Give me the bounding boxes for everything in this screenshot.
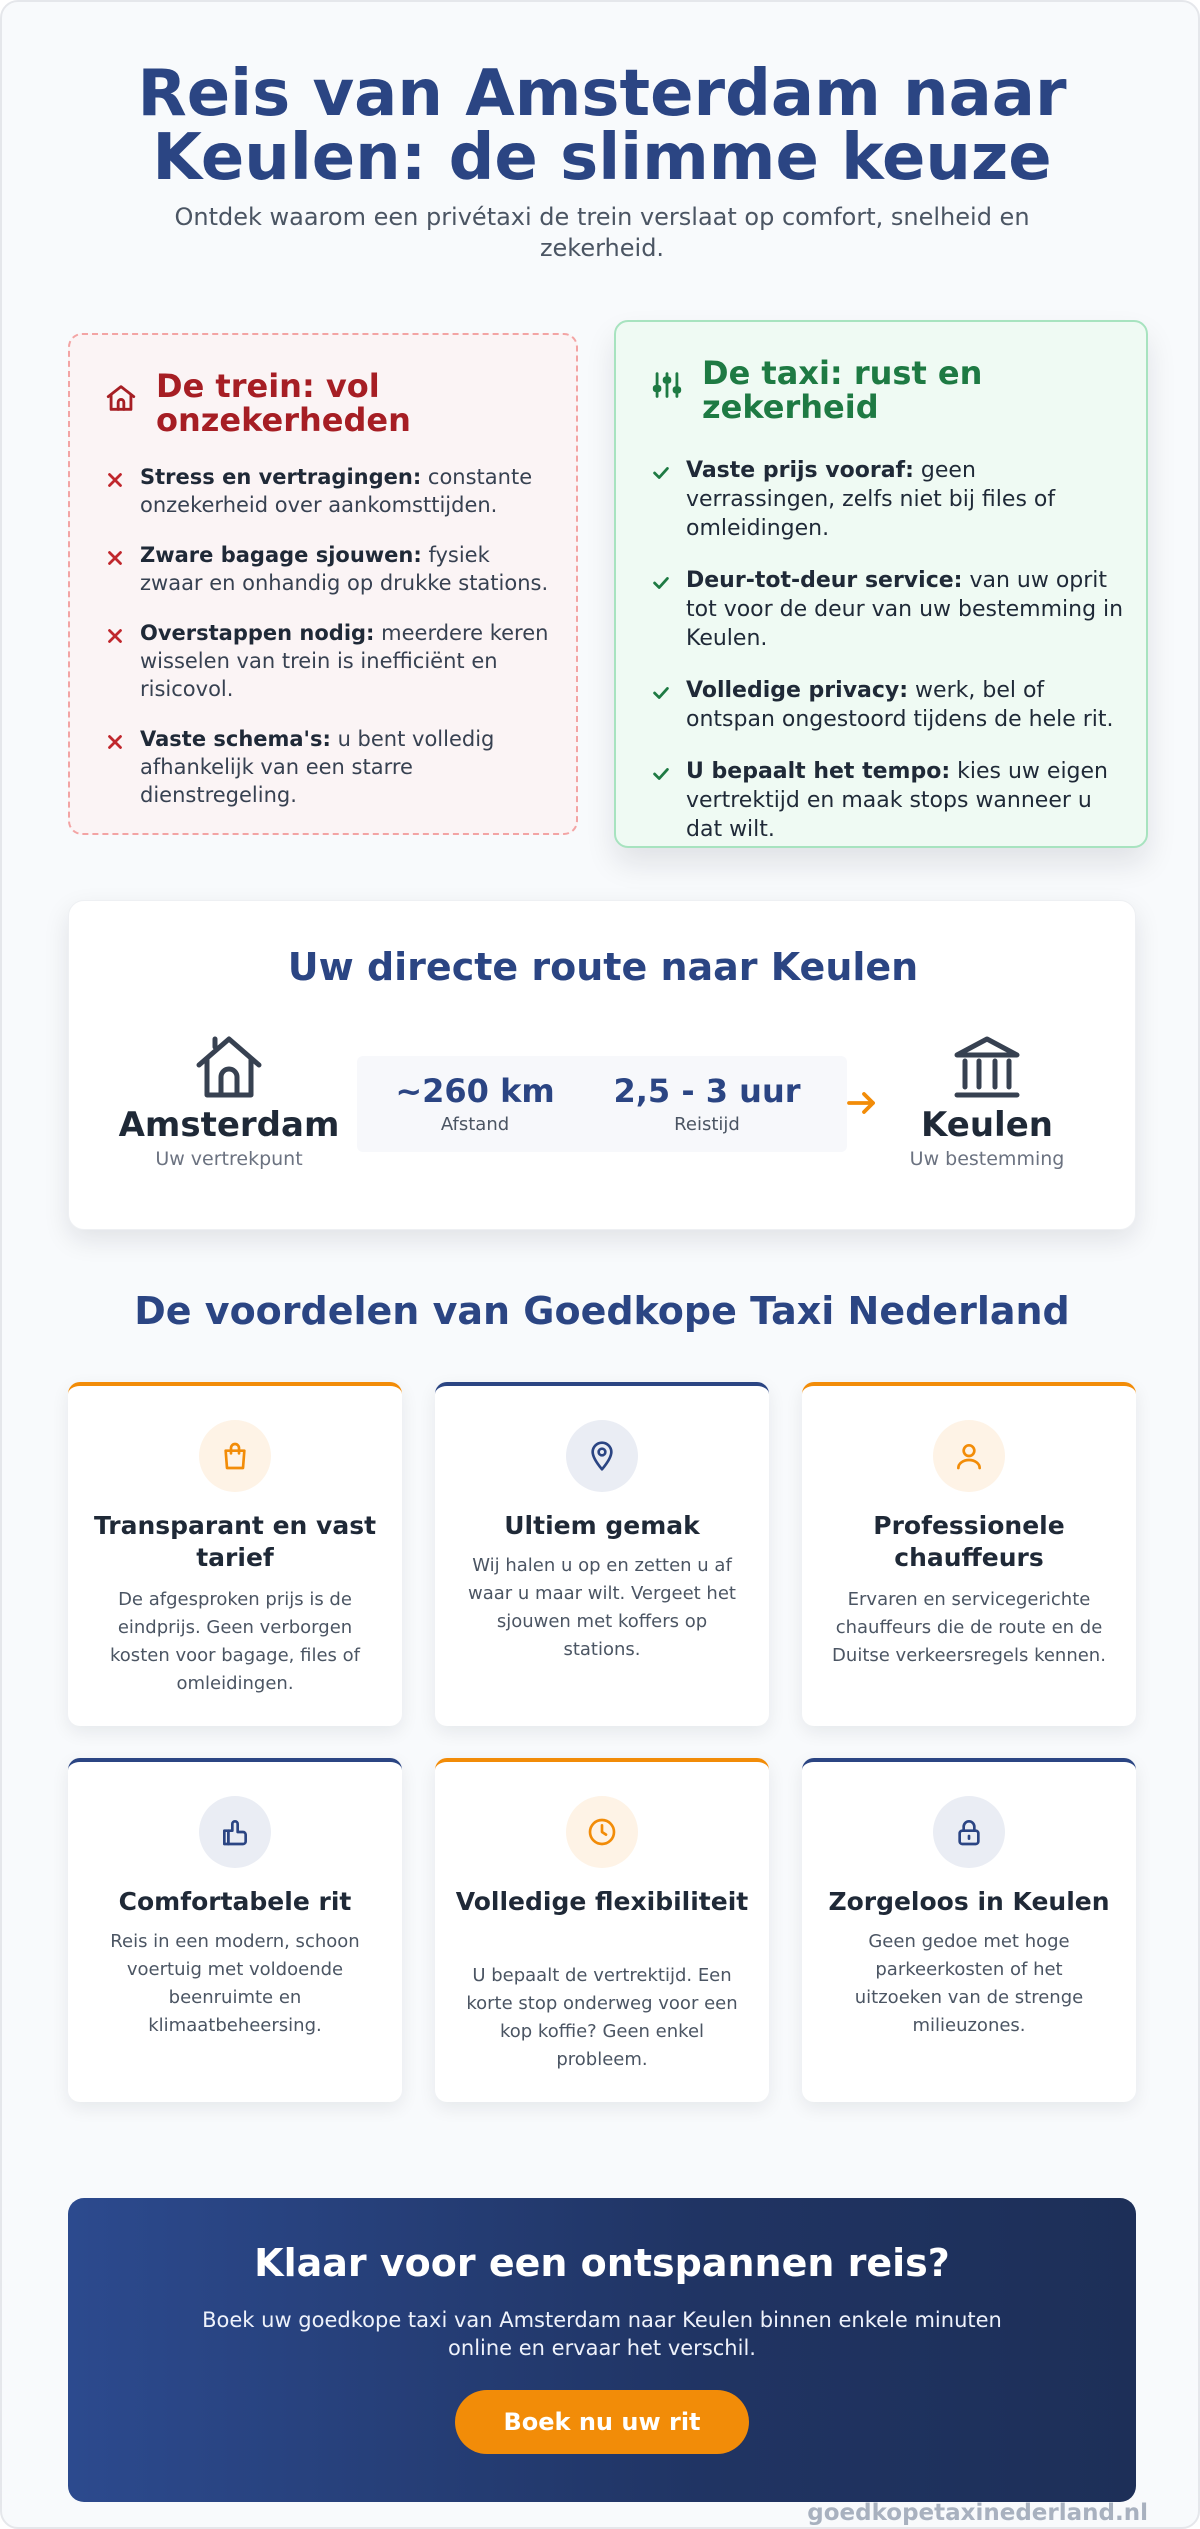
check-icon: [650, 572, 672, 594]
list-item: [650, 456, 1130, 543]
item-text: van uw oprit tot voor de deur van uw bestemming in Keulen.: [686, 568, 1124, 651]
benefit-card: [68, 1758, 402, 2102]
home-icon: [104, 381, 138, 415]
route-card: [68, 900, 1136, 1230]
destination-caption: Uw bestemming: [909, 1148, 1065, 1170]
benefit-card: [435, 1758, 769, 2102]
list-item: [104, 541, 554, 597]
item-heading: Zware bagage sjouwen:: [140, 543, 422, 567]
map-pin-icon: [586, 1440, 618, 1472]
card-title: Zorgeloos in Keulen: [828, 1887, 1110, 1916]
item-text: meerdere keren wisselen van trein is inefficiënt en risicovol.: [140, 621, 549, 701]
destination-city: Keulen: [921, 1105, 1053, 1145]
item-text: werk, bel of ontspan ongestoord tijdens de hele rit.: [686, 678, 1114, 732]
distance-stat: [365, 1072, 585, 1136]
taxi-card-header: [650, 356, 1110, 424]
train-drawbacks-list: [104, 463, 554, 831]
card-icon-badge: [933, 1420, 1005, 1492]
page-subtitle: Ontdek waarom een privétaxi de trein verslaat op comfort, snelheid en zekerheid.: [174, 203, 1030, 262]
list-item: [650, 676, 1130, 734]
book-ride-button[interactable]: Boek nu uw rit: [455, 2390, 749, 2454]
card-text: U bepaalt de vertrektijd. Een korte stop onderweg voor een kop koffie? Geen enkel probleem.: [466, 1965, 738, 2070]
card-icon-badge: [566, 1420, 638, 1492]
travel-time-label: Reistijd: [674, 1114, 740, 1135]
train-comparison-card: [68, 333, 578, 835]
check-icon: [650, 682, 672, 704]
item-text: kies uw eigen vertrektijd en maak stops wanneer u dat wilt.: [686, 759, 1108, 842]
cta-banner: [68, 2198, 1136, 2502]
page-title: Reis van Amsterdam naar Keulen: de slimme keuze: [137, 57, 1067, 195]
benefits-title: De voordelen van Goedkope Taxi Nederland: [134, 1289, 1070, 1333]
card-text: Geen gedoe met hoge parkeerkosten of het uitzoeken van de strenge milieuzones.: [854, 1931, 1084, 2036]
card-title: Transparant en vast tarief: [93, 1511, 377, 1572]
card-text: Wij halen u op en zetten u af waar u maar wilt. Vergeet het sjouwen met koffers op stations.: [468, 1555, 736, 1660]
benefit-card: [802, 1758, 1136, 2102]
card-icon-badge: [933, 1796, 1005, 1868]
card-text: Reis in een modern, schoon voertuig met voldoende beenruimte en klimaatbeheersing.: [110, 1931, 360, 2036]
taxi-comparison-card: [614, 320, 1148, 848]
item-heading: Vaste prijs vooraf:: [686, 458, 914, 483]
list-item: [104, 619, 554, 703]
item-text: fysiek zwaar en onhandig op drukke stations.: [140, 543, 549, 595]
footer-brand-link[interactable]: goedkopetaxinederland.nl: [807, 2500, 1148, 2526]
route-origin: [109, 1033, 349, 1171]
card-text: Ervaren en servicegerichte chauffeurs die de route en de Duitse verkeersregels kennen.: [832, 1589, 1106, 1666]
lock-icon: [953, 1816, 985, 1848]
clock-icon: [586, 1816, 618, 1848]
travel-time-stat: [597, 1072, 817, 1136]
item-heading: Stress en vertragingen:: [140, 465, 422, 489]
list-item: [104, 463, 554, 519]
user-icon: [953, 1440, 985, 1472]
route-destination: [877, 1033, 1097, 1171]
taxi-benefits-list: [650, 456, 1130, 867]
check-icon: [650, 763, 672, 785]
benefit-card: [802, 1382, 1136, 1726]
landmark-icon: [951, 1033, 1023, 1101]
card-text: De afgesproken prijs is de eindprijs. Geen verborgen kosten voor bagage, files of omleidingen.: [110, 1589, 360, 1694]
house-icon: [193, 1033, 265, 1101]
item-heading: Volledige privacy:: [686, 678, 909, 703]
route-title: Uw directe route naar Keulen: [287, 945, 919, 989]
card-title: Professionele chauffeurs: [873, 1511, 1065, 1572]
origin-city: Amsterdam: [118, 1105, 340, 1145]
item-heading: Overstappen nodig:: [140, 621, 375, 645]
item-heading: U bepaalt het tempo:: [686, 759, 951, 784]
check-icon: [650, 462, 672, 484]
item-text: geen verrassingen, zelfs niet bij files of omleidingen.: [686, 458, 1056, 541]
distance-label: Afstand: [440, 1114, 510, 1135]
card-title: Ultiem gemak: [504, 1511, 700, 1540]
item-text: u bent volledig afhankelijk van een starre dienstregeling.: [140, 727, 495, 807]
card-icon-badge: [199, 1796, 271, 1868]
taxi-card-title: De taxi: rust en zekerheid: [702, 354, 983, 426]
sliders-icon: [650, 368, 684, 402]
card-title: Volledige flexibiliteit: [455, 1887, 749, 1916]
cross-icon: [104, 469, 126, 491]
cross-icon: [104, 625, 126, 647]
train-card-title: De trein: vol onzekerheden: [156, 367, 411, 439]
route-stats: [357, 1056, 847, 1152]
cta-title: Klaar voor een ontspannen reis?: [254, 2241, 950, 2285]
shopping-bag-icon: [219, 1440, 251, 1472]
list-item: [650, 566, 1130, 653]
card-icon-badge: [566, 1796, 638, 1868]
travel-time-value: 2,5 - 3 uur: [613, 1072, 801, 1110]
item-text: constante onzekerheid over aankomsttijden.: [140, 465, 533, 517]
benefit-card: [68, 1382, 402, 1726]
card-icon-badge: [199, 1420, 271, 1492]
train-card-header: [104, 369, 544, 437]
item-heading: Deur-tot-deur service:: [686, 568, 963, 593]
list-item: [104, 725, 554, 809]
distance-value: ~260 km: [395, 1072, 555, 1110]
arrow-right-icon: [843, 1085, 879, 1121]
cross-icon: [104, 547, 126, 569]
item-heading: Vaste schema's:: [140, 727, 331, 751]
benefit-card: [435, 1382, 769, 1726]
list-item: [650, 757, 1130, 844]
card-title: Comfortabele rit: [118, 1887, 352, 1916]
thumbs-up-icon: [219, 1816, 251, 1848]
cta-text: Boek uw goedkope taxi van Amsterdam naar Keulen binnen enkele minuten online en ervaar het verschil.: [202, 2308, 1002, 2360]
cross-icon: [104, 731, 126, 753]
origin-caption: Uw vertrekpunt: [155, 1148, 303, 1170]
